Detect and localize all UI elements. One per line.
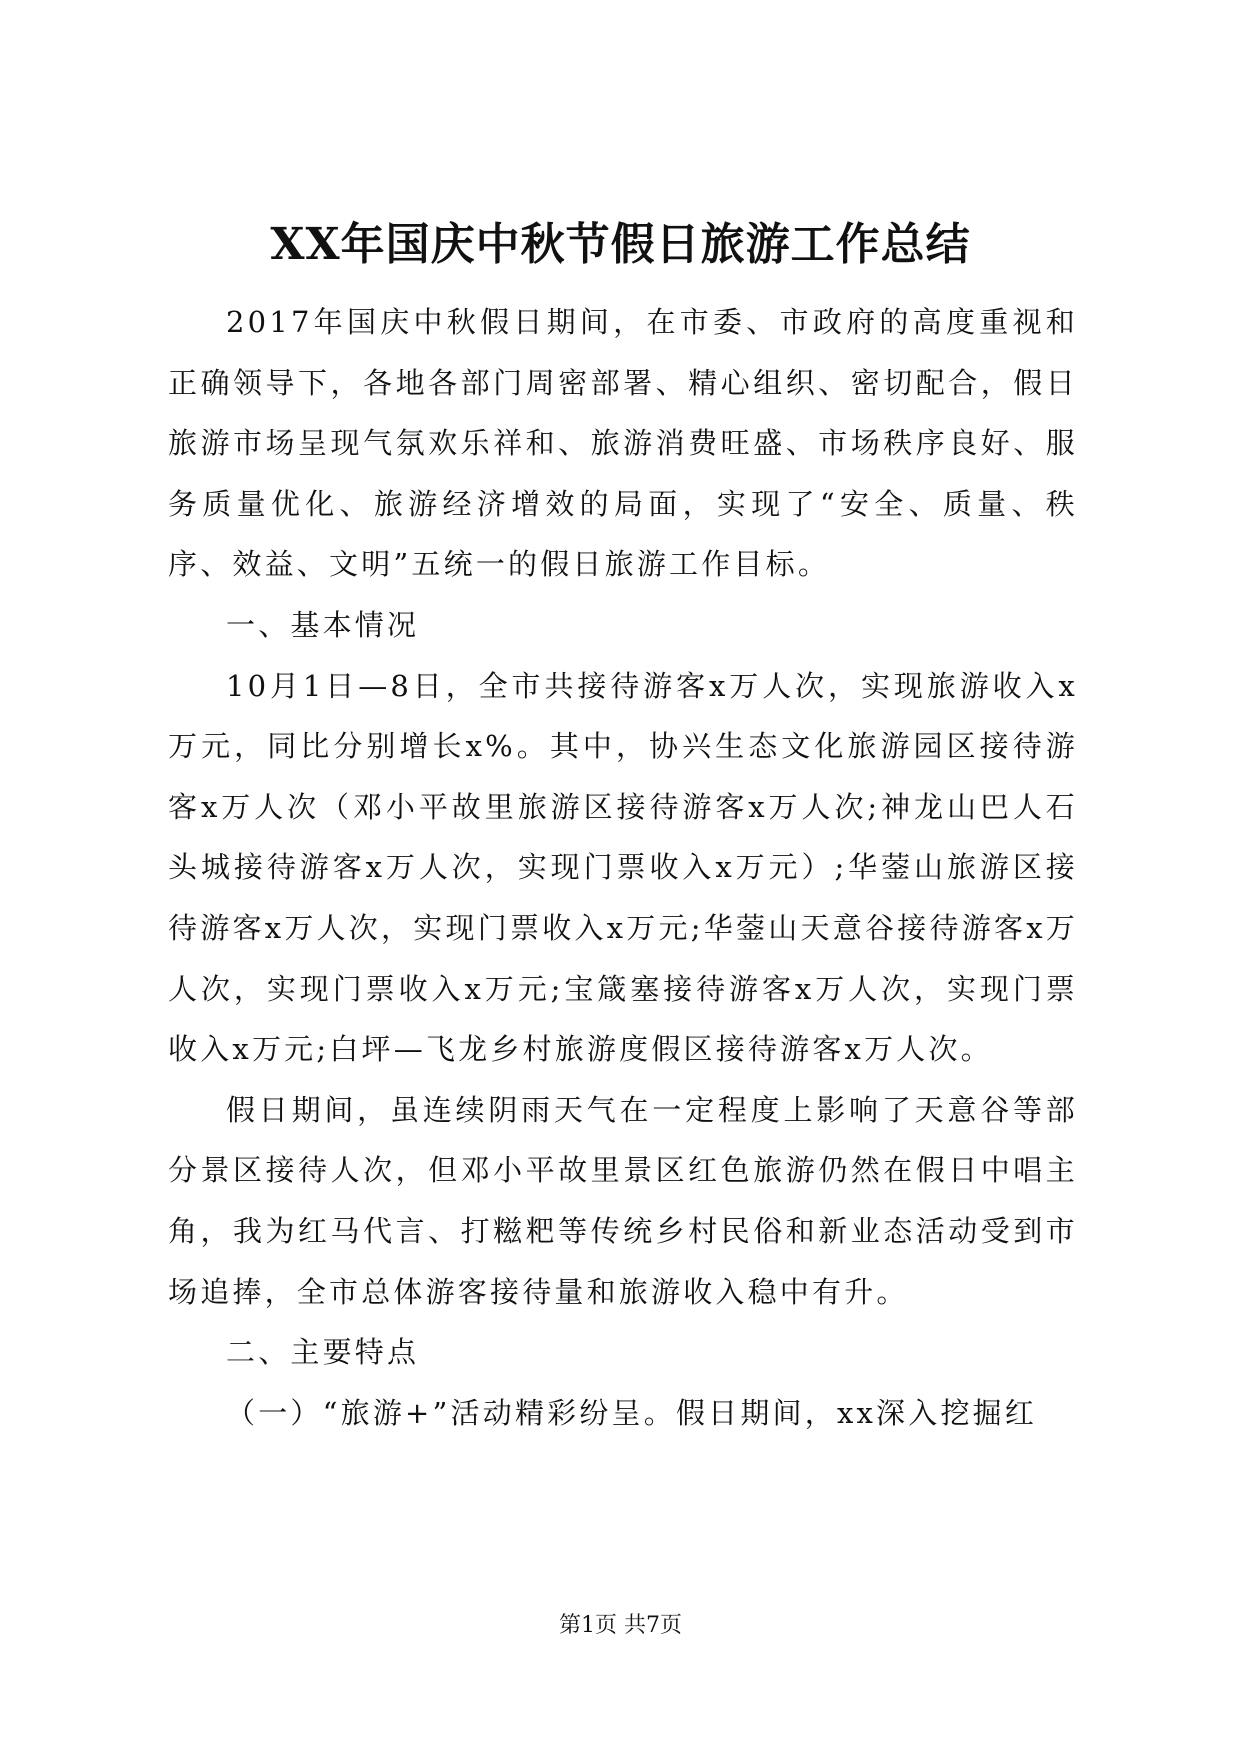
page-footer: 第1页 共7页 bbox=[559, 1613, 682, 1638]
section-heading-main-features: 二、主要特点 bbox=[226, 1335, 420, 1370]
holiday-summary-paragraph: 假日期间，虽连续阴雨天气在一定程度上影响了天意谷等部分景区接待人次，但邓小平故里景区红色旅游仍然在假日中唱主角，我为红马代言、打糍粑等传统乡村民俗和新业态活动受到市场追捧，全市总体游客接待量和旅游收入稳中有升。 bbox=[168, 1092, 1078, 1309]
feature-paragraph: （一）“旅游+”活动精彩纷呈。假日期间，xx深入挖掘红 bbox=[226, 1395, 1038, 1430]
intro-paragraph: 2017年国庆中秋假日期间，在市委、市政府的高度重视和正确领导下，各地各部门周密部署、精心组织、密切配合，假日旅游市场呈现气氛欢乐祥和、旅游消费旺盛、市场秩序良好、服务质量优化、旅游经济增效的局面，实现了“安全、质量、秩序、效益、文明”五统一的假日旅游工作目标。 bbox=[168, 305, 1078, 582]
statistics-paragraph: 10月1日—8日，全市共接待游客x万人次，实现旅游收入x万元，同比分别增长x%。其中，协兴生态文化旅游园区接待游客x万人次（邓小平故里旅游区接待游客x万人次;神龙山巴人石头城接待游客x万人次，实现门票收入x万元）;华蓥山旅游区接待游客x万人次，实现门票收入x万元;华蓥山天意谷接待游客x万人次，实现门票收入x万元;宝箴塞接待游客x万人次，实现门票收入x万元;白坪—飞龙乡村旅游度假区接待游客x万人次。 bbox=[168, 668, 1078, 1067]
document-body bbox=[168, 292, 1078, 1443]
section-heading-basic-situation: 一、基本情况 bbox=[226, 607, 420, 642]
document-title: XX年国庆中秋节假日旅游工作总结 bbox=[270, 219, 971, 270]
